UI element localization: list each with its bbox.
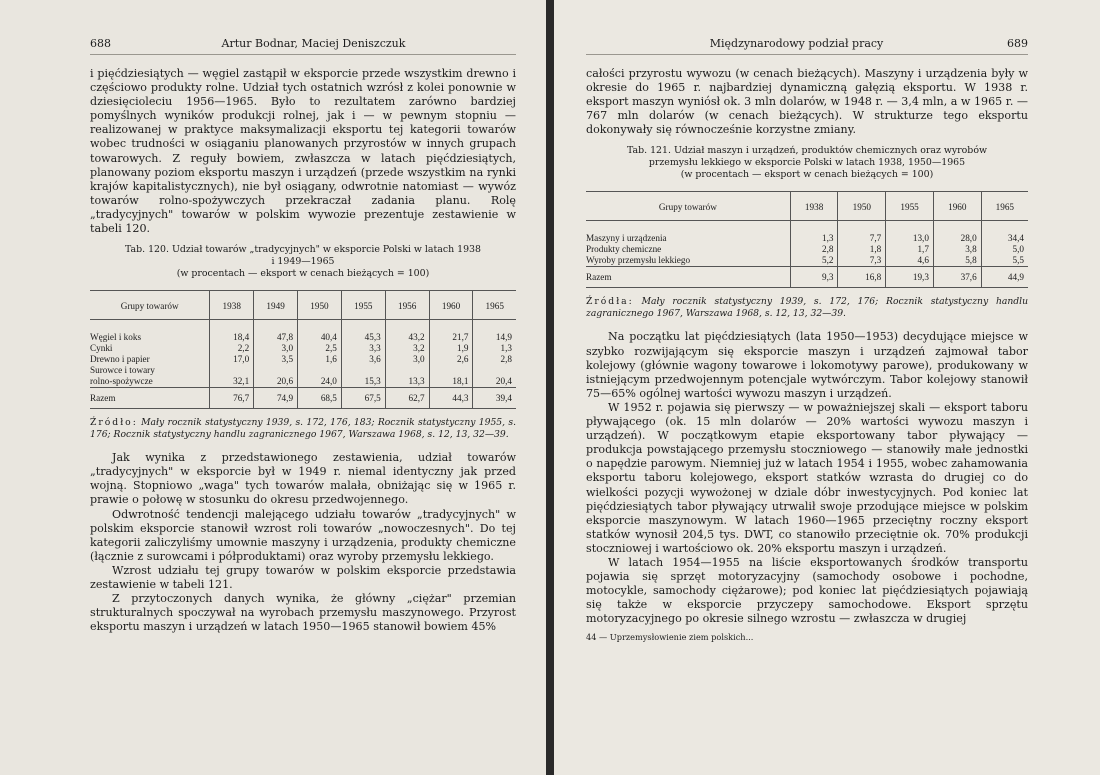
table-header-row [90, 291, 516, 320]
header-cell: 1949 [254, 291, 298, 320]
header-cell: 1950 [298, 291, 342, 320]
page-number: 689 [1007, 37, 1028, 50]
table-row: Wyroby przemysłu lekkiego 5,2 7,3 4,6 5,8 5,5 [586, 255, 1028, 267]
source-text: Mały rocznik statystyczny 1939, s. 172, 176, 183; Rocznik statystyczny 1955, s. 176; Rocznik statystyczny handlu zagranicznego 1967, Warszawa 1968, s. 12, 13, 32—39. [90, 417, 517, 441]
header-cell: 1955 [341, 291, 385, 320]
paragraph: Jak wynika z przedstawionego zestawienia, udział towarów „tradycyjnych" w eksporcie był w 1949 r. niemal identyczny jak przed wojną. Stopniowo „waga" tych towarów malała, obniżając się w 1965 r. prawie o połowę w stosunku do okresu przedwojennego. [90, 451, 516, 507]
running-head-title: Międzynarodowy podział pracy [709, 37, 884, 50]
table-row: Cynki 2,2 3,0 2,5 3,3 3,2 1,9 1,3 [90, 343, 516, 354]
right-page [554, 0, 1100, 775]
signature-footnote: 44 — Uprzemysłowienie ziem polskich... [586, 632, 754, 643]
paragraph: Z przytoczonych danych wynika, że główny „ciężar" przemian strukturalnych spoczywał na wyrobach przemysłu maszynowego. Przyrost eksportu maszyn i urządzeń w latach 1950—1965 stanowił bowiem 45% [90, 592, 516, 634]
header-cell: Grupy towarów [90, 291, 210, 320]
header-cell: Grupy towarów [586, 192, 790, 221]
right-body-top [586, 67, 1028, 137]
book-gutter [546, 0, 554, 775]
header-cell: 1938 [790, 192, 838, 221]
left-running-head [90, 37, 516, 55]
table-121-source [586, 296, 1028, 320]
right-running-head [586, 37, 1028, 55]
paragraph: W latach 1954—1955 na liście eksportowanych środków transportu pojawia się sprzęt motoryzacyjny (samochody osobowe i pochodne, motocykle, samochody ciężarowe); pod koniec lat pięćdziesiątych pojawiają się także w eksporcie przyczepy samochodowe. Eksport sprzętu motoryzacyjnego po okresie silnego wzrostu — zwłaszcza w drugiej [586, 555, 1028, 626]
paragraph: Na początku lat pięćdziesiątych (lata 1950—1953) decydujące miejsce w szybko rozwijającym się eksporcie maszyn i urządzeń zajmował tabor kolejowy (głównie wagony towarowe i lokomotywy parowe), produkowany w istniejącym przedwojennym potencjale wytwórczym. Tabor kolejowy stanowił 75—65% ogólnej wartości wywozu maszyn i urządzeń. [586, 330, 1028, 400]
table-120-source [90, 417, 516, 441]
right-body-bottom [586, 330, 1028, 626]
left-body-bottom [90, 451, 516, 634]
header-cell: 1950 [838, 192, 886, 221]
table-row: rolno-spożywcze 32,1 20,6 24,0 15,3 13,3 18,1 20,4 [90, 376, 516, 388]
table-row: Maszyny i urządzenia 1,3 7,7 13,0 28,0 34,4 [586, 221, 1028, 245]
header-cell: 1956 [385, 291, 429, 320]
paragraph: i pięćdziesiątych — węgiel zastąpił w eksporcie przede wszystkim drewno i częściowo produkty rolne. Udział tych ostatnich wzrósł z kolei ponownie w dziesięcioleciu 1956—1965. Było to rezultatem zarówno bardziej pomyślnych wyników produkcji rolnej, jak i — w pewnym stopniu — realizowanej w praktyce maksymalizacji eksportu tej kategorii towarów wobec trudności w osiąganiu planowanych przyrostów w innych grupach towarowych. Z reguły bowiem, zwłaszcza w latach pięćdziesiątych, planowany poziom eksportu maszyn i urządzeń (przede wszystkim na rynki krajów kapitalistycznych), nie był osiągany, odwrotnie natomiast — wywóz towarów rolno-spożywczych przekraczał zadania planu. Rolę „tradycyjnych" towarów w polskim wywozie prezentuje zestawienie w tabeli 120. [90, 67, 516, 236]
table-header-row [586, 192, 1028, 221]
page-number: 688 [90, 37, 111, 50]
table-row: Węgiel i koks 18,4 47,8 40,4 45,3 43,2 21,7 14,9 [90, 320, 516, 344]
header-cell: 1965 [473, 291, 516, 320]
table-row: Drewno i papier 17,0 3,5 1,6 3,6 3,0 2,6 2,8 [90, 354, 516, 365]
header-cell: 1960 [933, 192, 981, 221]
paragraph: Odwrotność tendencji malejącego udziału towarów „tradycyjnych" w polskim eksporcie stanowił wzrost roli towarów „nowoczesnych". Do tej kategorii zaliczyliśmy umownie maszyny i urządzenia, produkty chemiczne (łącznie z surowcami i półproduktami) oraz wyroby przemysłu lekkiego. [90, 507, 516, 563]
left-page [0, 0, 546, 775]
table-row: Surowce i towary [90, 365, 516, 376]
source-label: Źródło: [90, 417, 138, 429]
header-cell: 1965 [981, 192, 1028, 221]
table-120 [90, 290, 516, 409]
table-total-row: Razem 76,7 74,9 68,5 67,5 62,7 44,3 39,4 [90, 388, 516, 409]
table-total-row: Razem 9,3 16,8 19,3 37,6 44,9 [586, 267, 1028, 288]
header-cell: 1938 [210, 291, 254, 320]
left-body-top [90, 67, 516, 236]
source-text: Mały rocznik statystyczny 1939, s. 172, 176; Rocznik statystyczny handlu zagranicznego 1967, Warszawa 1968, s. 12, 13, 32—39. [586, 296, 1028, 320]
paragraph: W 1952 r. pojawia się pierwszy — w poważniejszej skali — eksport taboru pływającego (ok. 15 mln dolarów — 20% wartości wywozu maszyn i urządzeń). W początkowym etapie eksportowany tabor pływający — produkcja powstającego przemysłu stoczniowego — stanowiły małe jednostki o napędzie parowym. Niemniej już w latach 1954 i 1955, wobec zahamowania eksportu taboru kolejowego, eksport statków wzrasta do drugiej co do wielkości pozycji wywożonej w dziale dóbr inwestycyjnych. Pod koniec lat pięćdziesiątych tabor pływający utrwalił swoje przodujące miejsce w polskim eksporcie maszynowym. W latach 1960—1965 przeciętny roczny eksport statków wynosił 204,5 tys. DWT, co stanowiło przeciętnie ok. 70% produkcji stoczniowej i wartościowo ok. 20% eksportu maszyn i urządzeń. [586, 400, 1028, 555]
table-120-caption: Tab. 120. Udział towarów „tradycyjnych" w eksporcie Polski w latach 1938 i 1949—1965 (w procentach — eksport w cenach bieżących = 100) [125, 244, 481, 280]
source-label: Źródła: [586, 296, 634, 308]
paragraph: Wzrost udziału tej grupy towarów w polskim eksporcie przedstawia zestawienie w tabeli 121. [90, 563, 516, 591]
running-head-authors: Artur Bodnar, Maciej Deniszczuk [221, 37, 406, 50]
table-row: Produkty chemiczne 2,8 1,8 1,7 3,8 5,0 [586, 244, 1028, 255]
table-121 [586, 191, 1028, 288]
header-cell: 1955 [886, 192, 934, 221]
paragraph: całości przyrostu wywozu (w cenach bieżących). Maszyny i urządzenia były w okresie do 1965 r. najbardziej dynamiczną gałęzią eksportu. W 1938 r. eksport maszyn wyniósł ok. 3 mln dolarów, w 1948 r. — 3,4 mln, a w 1965 r. — 767 mln dolarów (w cenach bieżących). W strukturze tego eksportu dokonywały się równocześnie korzystne zmiany. [586, 67, 1028, 137]
header-cell: 1960 [429, 291, 473, 320]
table-121-caption: Tab. 121. Udział maszyn i urządzeń, produktów chemicznych oraz wyrobów przemysłu lekkiego w eksporcie Polski w latach 1938, 1950—1965 (w procentach — eksport w cenach bieżących = 100) [627, 145, 987, 181]
